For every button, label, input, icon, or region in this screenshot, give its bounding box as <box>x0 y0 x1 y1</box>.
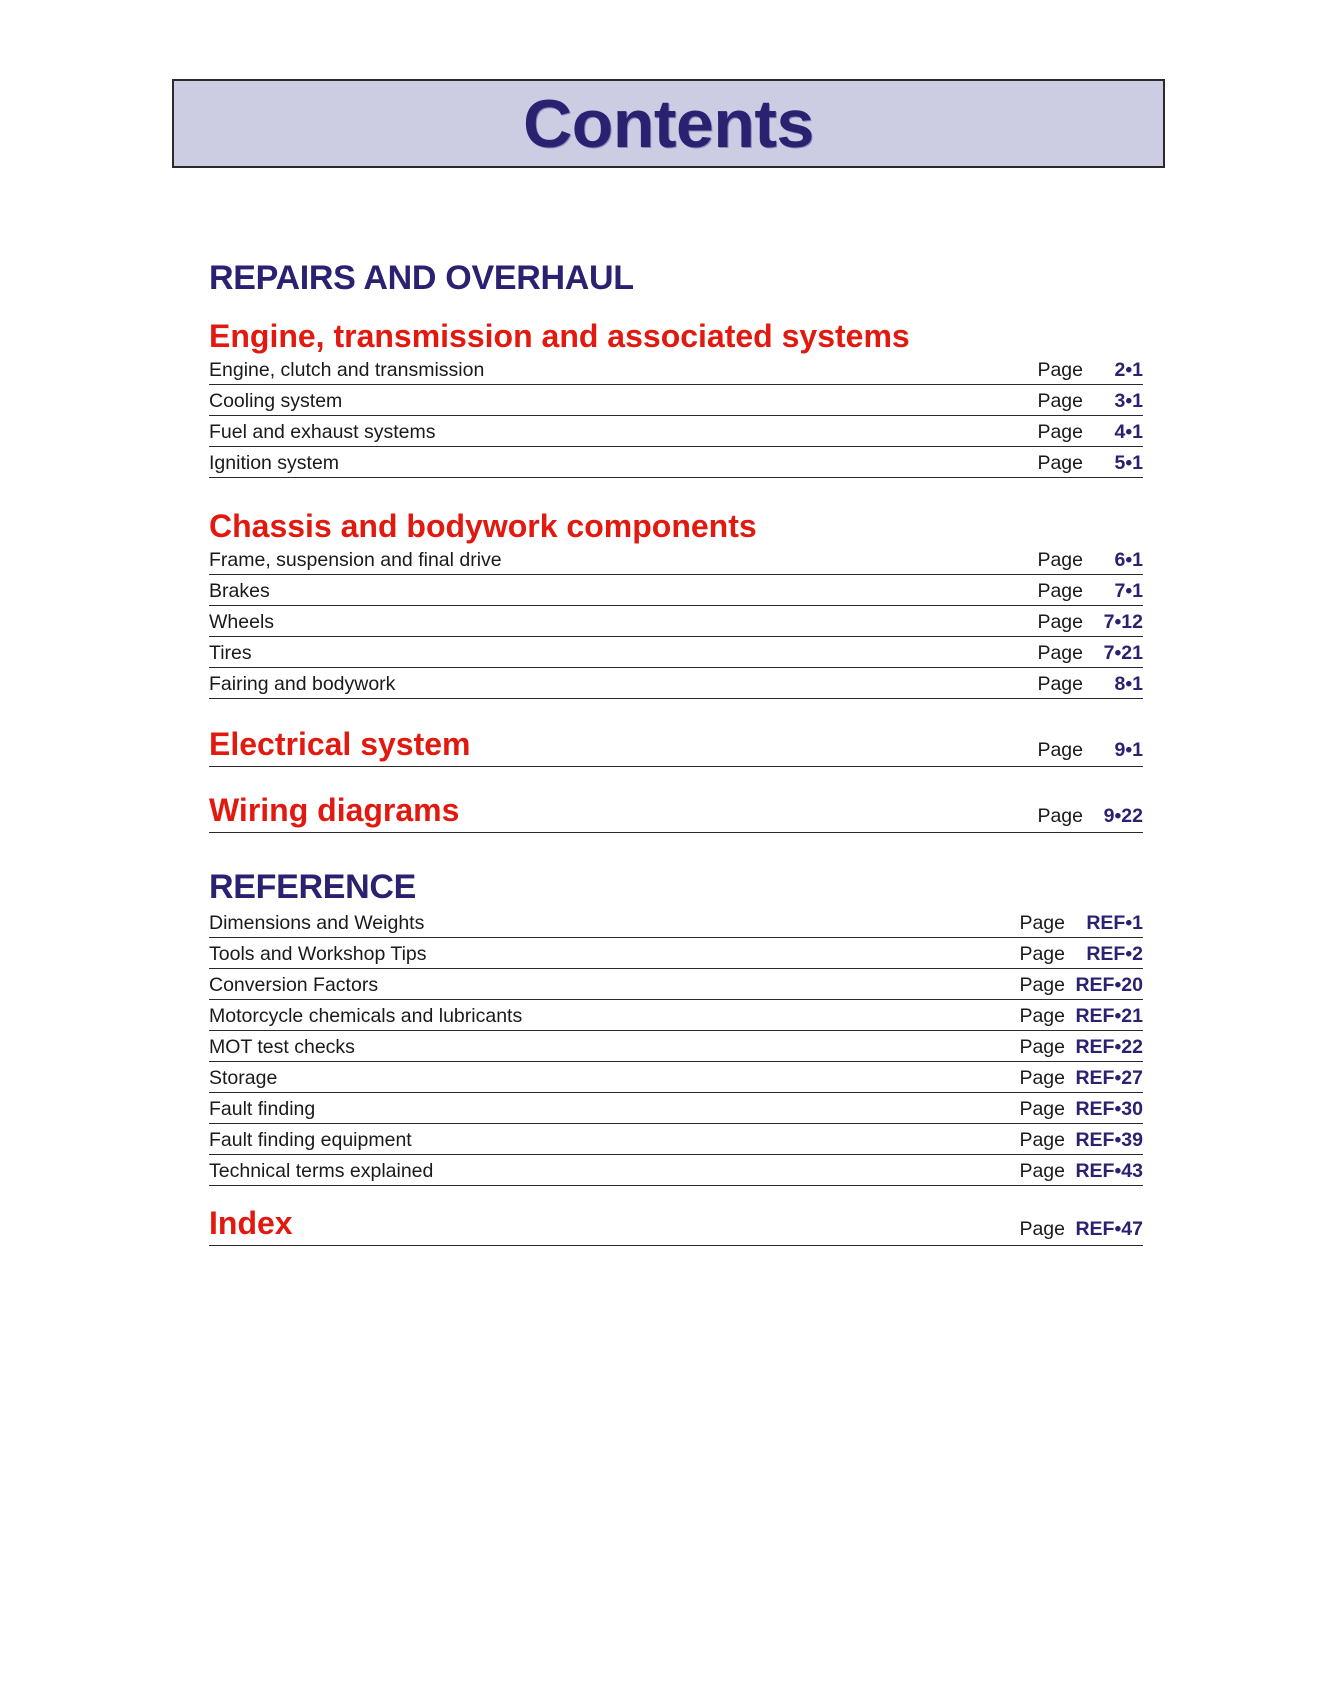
section-heading-reference: REFERENCE <box>209 868 416 906</box>
toc-row[interactable] <box>209 606 1143 637</box>
toc-label: Engine, clutch and transmission <box>209 359 485 381</box>
page-word: Page <box>1019 912 1065 934</box>
group-heading-engine: Engine, transmission and associated systems <box>209 318 910 354</box>
page-word: Page <box>1037 673 1083 695</box>
page-word: Page <box>1019 943 1065 965</box>
page-word: Page <box>1037 359 1083 381</box>
page-number[interactable]: 9•22 <box>1103 805 1143 827</box>
toc-label: Motorcycle chemicals and lubricants <box>209 1005 523 1027</box>
page-word: Page <box>1019 1218 1065 1240</box>
toc-label: Fault finding <box>209 1098 316 1120</box>
page-number[interactable]: 4•1 <box>1114 421 1143 443</box>
page-number[interactable]: REF•47 <box>1075 1218 1143 1240</box>
toc-label: MOT test checks <box>209 1036 355 1058</box>
toc-row[interactable] <box>209 637 1143 668</box>
toc-label: Conversion Factors <box>209 974 379 996</box>
toc-row[interactable] <box>209 447 1143 478</box>
toc-label: Wheels <box>209 611 275 633</box>
page-number[interactable]: REF•20 <box>1075 974 1143 996</box>
toc-row[interactable] <box>209 385 1143 416</box>
page-word: Page <box>1037 580 1083 602</box>
page-word: Page <box>1037 549 1083 571</box>
page-number[interactable]: REF•39 <box>1075 1129 1143 1151</box>
toc-row[interactable] <box>209 938 1143 969</box>
page-word: Page <box>1037 805 1083 827</box>
page-number[interactable]: 2•1 <box>1114 359 1143 381</box>
page-word: Page <box>1037 390 1083 412</box>
toc-label: Tires <box>209 642 252 664</box>
toc-row[interactable] <box>209 544 1143 575</box>
toc-row[interactable] <box>209 668 1143 699</box>
page-number[interactable]: 9•1 <box>1114 739 1143 761</box>
toc-row[interactable] <box>209 1031 1143 1062</box>
page-number[interactable]: 3•1 <box>1114 390 1143 412</box>
page-word: Page <box>1037 421 1083 443</box>
toc-label: Tools and Workshop Tips <box>209 943 427 965</box>
toc-row-wiring[interactable] <box>209 787 1143 833</box>
page-number[interactable]: REF•30 <box>1075 1098 1143 1120</box>
page-number[interactable]: REF•1 <box>1086 912 1143 934</box>
group-heading-wiring: Wiring diagrams <box>209 792 460 828</box>
page-word: Page <box>1037 739 1083 761</box>
toc-row[interactable] <box>209 1093 1143 1124</box>
chassis-list <box>209 544 1143 699</box>
toc-row[interactable] <box>209 1155 1143 1186</box>
toc-label: Ignition system <box>209 452 340 474</box>
page-number[interactable]: 7•21 <box>1103 642 1143 664</box>
page-number[interactable]: REF•43 <box>1075 1160 1143 1182</box>
toc-row[interactable] <box>209 416 1143 447</box>
group-heading-index: Index <box>209 1205 293 1241</box>
engine-list <box>209 354 1143 478</box>
page-number[interactable]: 7•1 <box>1114 580 1143 602</box>
page-word: Page <box>1019 974 1065 996</box>
page-number[interactable]: 6•1 <box>1114 549 1143 571</box>
reference-list <box>209 907 1143 1186</box>
page-number[interactable]: REF•2 <box>1086 943 1143 965</box>
toc-label: Dimensions and Weights <box>209 912 425 934</box>
page-number[interactable]: REF•27 <box>1075 1067 1143 1089</box>
toc-label: Fairing and bodywork <box>209 673 396 695</box>
page-word: Page <box>1037 642 1083 664</box>
page-number[interactable]: REF•21 <box>1075 1005 1143 1027</box>
toc-label: Cooling system <box>209 390 343 412</box>
page-word: Page <box>1019 1160 1065 1182</box>
page-word: Page <box>1019 1129 1065 1151</box>
page-word: Page <box>1019 1067 1065 1089</box>
toc-row-electrical[interactable] <box>209 721 1143 767</box>
toc-row[interactable] <box>209 575 1143 606</box>
page-number[interactable]: 8•1 <box>1114 673 1143 695</box>
toc-row-index[interactable] <box>209 1200 1143 1246</box>
title-banner <box>172 79 1165 168</box>
toc-label: Fault finding equipment <box>209 1129 412 1151</box>
contents-body <box>209 258 1143 1246</box>
group-heading-electrical: Electrical system <box>209 726 471 762</box>
page-word: Page <box>1019 1036 1065 1058</box>
toc-row[interactable] <box>209 907 1143 938</box>
toc-label: Frame, suspension and final drive <box>209 549 502 571</box>
toc-label: Brakes <box>209 580 270 602</box>
page-word: Page <box>1019 1098 1065 1120</box>
toc-row[interactable] <box>209 354 1143 385</box>
group-heading-chassis: Chassis and bodywork components <box>209 508 757 544</box>
page-word: Page <box>1019 1005 1065 1027</box>
page-word: Page <box>1037 452 1083 474</box>
toc-label: Storage <box>209 1067 278 1089</box>
toc-row[interactable] <box>209 1000 1143 1031</box>
page-number[interactable]: 5•1 <box>1114 452 1143 474</box>
toc-label: Fuel and exhaust systems <box>209 421 436 443</box>
toc-row[interactable] <box>209 1124 1143 1155</box>
toc-row[interactable] <box>209 1062 1143 1093</box>
toc-row[interactable] <box>209 969 1143 1000</box>
page-title: Contents <box>523 85 814 162</box>
page-number[interactable]: REF•22 <box>1075 1036 1143 1058</box>
page-number[interactable]: 7•12 <box>1103 611 1143 633</box>
section-heading-repairs: REPAIRS AND OVERHAUL <box>209 259 634 297</box>
page-word: Page <box>1037 611 1083 633</box>
toc-label: Technical terms explained <box>209 1160 434 1182</box>
